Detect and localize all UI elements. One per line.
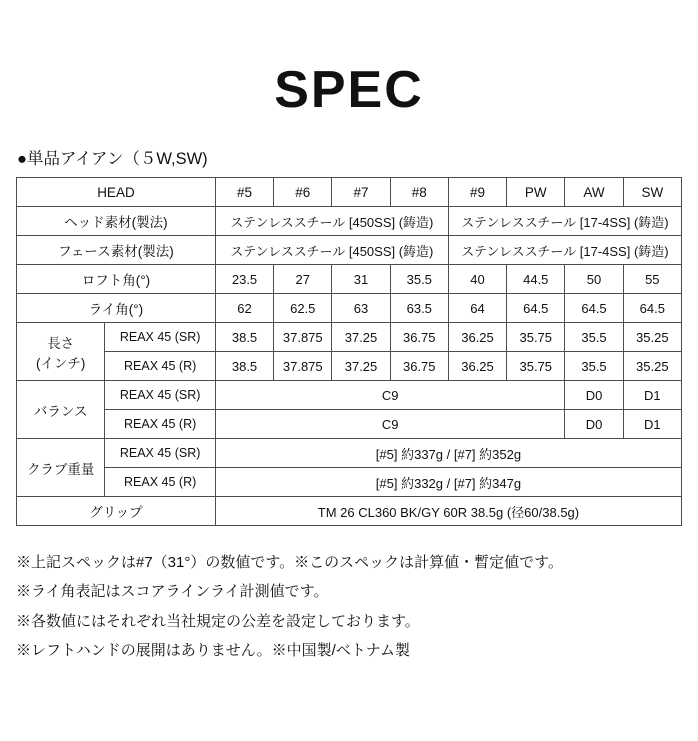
row-label: グリップ xyxy=(17,497,216,526)
table-cell: 36.75 xyxy=(390,352,448,381)
table-cell: 37.25 xyxy=(332,323,390,352)
table-cell: ステンレススチール [450SS] (鋳造) xyxy=(215,236,448,265)
notes-block xyxy=(16,548,682,665)
table-cell: ステンレススチール [17-4SS] (鋳造) xyxy=(448,207,681,236)
row-sublabel: REAX 45 (R) xyxy=(105,468,216,497)
table-cell: 36.25 xyxy=(448,352,506,381)
table-row xyxy=(17,236,682,265)
table-row xyxy=(17,497,682,526)
row-label-text: バランス xyxy=(33,403,88,419)
table-cell: [#5] 約332g / [#7] 約347g xyxy=(215,468,681,497)
table-cell: 62 xyxy=(215,294,273,323)
table-row xyxy=(17,410,682,439)
table-cell: 36.75 xyxy=(390,323,448,352)
table-row xyxy=(17,265,682,294)
column-header: #5 xyxy=(215,178,273,207)
table-row xyxy=(17,439,682,468)
table-cell: [#5] 約337g / [#7] 約352g xyxy=(215,439,681,468)
table-cell: 35.75 xyxy=(507,323,565,352)
table-cell: C9 xyxy=(215,410,565,439)
row-label-text: クラブ重量 xyxy=(26,461,95,477)
table-row xyxy=(17,468,682,497)
note-line: ※上記スペックは#7（31°）の数値です。※このスペックは計算値・暫定値です。 xyxy=(16,554,563,572)
row-sublabel: REAX 45 (SR) xyxy=(105,439,216,468)
table-cell: 64.5 xyxy=(623,294,681,323)
table-cell: ステンレススチール [450SS] (鋳造) xyxy=(215,207,448,236)
table-cell: 55 xyxy=(623,265,681,294)
table-cell: 37.25 xyxy=(332,352,390,381)
table-cell: 35.25 xyxy=(623,323,681,352)
table-cell: 62.5 xyxy=(274,294,332,323)
table-cell: C9 xyxy=(215,381,565,410)
table-cell: 23.5 xyxy=(215,265,273,294)
table-cell: 31 xyxy=(332,265,390,294)
table-cell: 38.5 xyxy=(215,352,273,381)
table-cell: 37.875 xyxy=(274,323,332,352)
note-line: ※ライ角表記はスコアラインライ計測値です。 xyxy=(16,583,329,601)
row-label-text-2: (インチ) xyxy=(35,355,86,371)
section-subtitle: ●単品アイアン（５W,SW) xyxy=(17,150,208,169)
table-header-row xyxy=(17,178,682,207)
page-title: SPEC xyxy=(274,61,424,119)
table-row xyxy=(17,207,682,236)
spec-table xyxy=(16,177,682,526)
row-sublabel: REAX 45 (SR) xyxy=(105,323,216,352)
column-header: #6 xyxy=(274,178,332,207)
column-header: #8 xyxy=(390,178,448,207)
table-cell: 64 xyxy=(448,294,506,323)
table-cell: 36.25 xyxy=(448,323,506,352)
table-row xyxy=(17,323,682,352)
row-label: ヘッド素材(製法) xyxy=(17,207,216,236)
column-header: #9 xyxy=(448,178,506,207)
note-line: ※レフトハンドの展開はありません。※中国製/ベトナム製 xyxy=(16,641,411,659)
row-label xyxy=(17,381,105,439)
table-cell: 64.5 xyxy=(565,294,623,323)
column-header: PW xyxy=(507,178,565,207)
table-cell: 35.5 xyxy=(565,323,623,352)
table-cell: 63.5 xyxy=(390,294,448,323)
column-header: SW xyxy=(623,178,681,207)
table-cell: 38.5 xyxy=(215,323,273,352)
row-sublabel: REAX 45 (SR) xyxy=(105,381,216,410)
table-cell: 35.75 xyxy=(507,352,565,381)
note-line: ※各数値にはそれぞれ当社規定の公差を設定しております。 xyxy=(16,612,420,630)
table-cell: TM 26 CL360 BK/GY 60R 38.5g (径60/38.5g) xyxy=(215,497,681,526)
table-cell: 40 xyxy=(448,265,506,294)
row-label-text: 長さ xyxy=(47,335,75,351)
table-cell: 64.5 xyxy=(507,294,565,323)
table-cell: ステンレススチール [17-4SS] (鋳造) xyxy=(448,236,681,265)
table-cell: 35.5 xyxy=(390,265,448,294)
row-sublabel: REAX 45 (R) xyxy=(105,352,216,381)
table-cell: 44.5 xyxy=(507,265,565,294)
table-cell: D1 xyxy=(623,381,681,410)
table-cell: 37.875 xyxy=(274,352,332,381)
column-header-head: HEAD xyxy=(17,178,216,207)
table-cell: 63 xyxy=(332,294,390,323)
row-label: ライ角(°) xyxy=(17,294,216,323)
table-cell: 35.5 xyxy=(565,352,623,381)
row-label: フェース素材(製法) xyxy=(17,236,216,265)
column-header: AW xyxy=(565,178,623,207)
table-cell: D0 xyxy=(565,410,623,439)
row-label xyxy=(17,439,105,497)
table-cell: 27 xyxy=(274,265,332,294)
row-sublabel: REAX 45 (R) xyxy=(105,410,216,439)
row-label: ロフト角(°) xyxy=(17,265,216,294)
row-label xyxy=(17,323,105,381)
column-header: #7 xyxy=(332,178,390,207)
table-cell: 35.25 xyxy=(623,352,681,381)
table-row xyxy=(17,352,682,381)
table-row xyxy=(17,294,682,323)
table-cell: D0 xyxy=(565,381,623,410)
table-cell: D1 xyxy=(623,410,681,439)
table-row xyxy=(17,381,682,410)
table-cell: 50 xyxy=(565,265,623,294)
